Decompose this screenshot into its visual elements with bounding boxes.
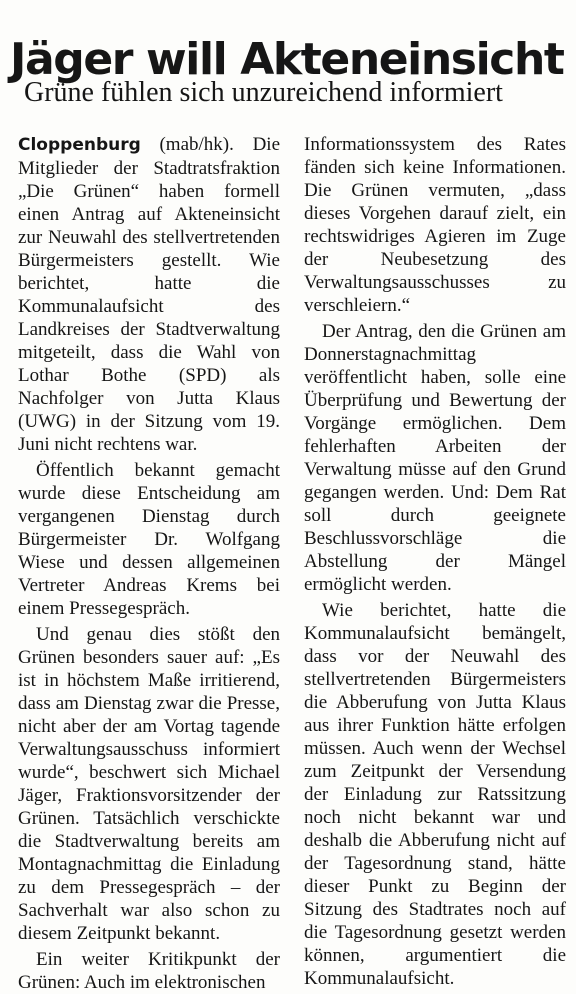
headline: Jäger will Akteneinsicht xyxy=(10,34,564,86)
paragraph-3: Und genau dies stößt den Grünen besonders sauer auf: „Es ist in höchstem Maße irritierend, dass am Dienstag zwar die Presse, nicht aber der am Vortag tagende Verwaltungsausschuss informiert wurde“, beschwert sich Michael Jäger, Fraktionsvorsitzender der Grünen. Tatsächlich verschickte die Stadtverwaltung bereits am Montagnachmittag die Einladung zu dem Pressegespräch – der Sachverhalt war also schon zu diesem Zeitpunkt bekannt. xyxy=(18,624,280,944)
article-column-left xyxy=(18,133,280,994)
paragraph-6: Der Antrag, den die Grünen am Donnerstagnachmittag veröffentlicht haben, solle eine Überprüfung und Bewertung der Vorgänge ermöglichen. Dem fehlerhaften Arbeiten der Verwaltung müsse auf den Grund gegangen werden. Und: Dem Rat soll durch geeignete Beschlussvorschläge die Abstellung der Mängel ermöglicht werden. xyxy=(304,321,566,595)
paragraph-5: Informationssystem des Rates fänden sich keine Informationen. Die Grünen vermuten, „dass dieses Vorgehen darauf zielt, ein rechtswidriges Agieren im Zuge der Neubesetzung des Verwaltungsausschusses zu verschleiern.“ xyxy=(304,134,566,316)
paragraph-2: Öffentlich bekannt gemacht wurde diese Entscheidung am vergangenen Dienstag durch Bürgermeister Dr. Wolfgang Wiese und dessen allgemeinen Vertreter Andreas Krems bei einem Pressegespräch. xyxy=(18,460,280,619)
dateline: Cloppenburg xyxy=(18,135,141,155)
paragraph-1 xyxy=(18,133,280,456)
paragraph-7: Wie berichtet, hatte die Kommunalaufsicht bemängelt, dass vor der Neuwahl des stellvertretenden Bürgermeisters die Abberufung von Jutta Klaus aus ihrer Funktion hätte erfolgen müssen. Auch wenn der Wechsel zum Zeitpunkt der Versendung der Einladung zur Ratssitzung noch nicht bekannt war und deshalb die Abberufung nicht auf der Tagesordnung stand, hätte dieser Punkt zu Beginn der Sitzung des Stadtrates noch auf die Tagesordnung gesetzt werden können, argumentiert die Kommunalaufsicht. xyxy=(304,600,566,989)
paragraph-4: Ein weiter Kritikpunkt der Grünen: Auch im elektronischen xyxy=(18,949,280,993)
subheadline: Grüne fühlen sich unzureichend informiert xyxy=(24,77,503,108)
article-column-right xyxy=(304,133,566,990)
paragraph-1-text: (mab/hk). Die Mitglieder der Stadtratsfraktion „Die Grünen“ haben formell einen Antrag auf Akteneinsicht zur Neuwahl des stellvertretenden Bürgermeisters gestellt. Wie berichtet, hatte die Kommunalaufsicht des Landkreises der Stadtverwaltung mitgeteilt, dass die Wahl von Lothar Bothe (SPD) als Nachfolger von Jutta Klaus (UWG) in der Sitzung vom 19. Juni nicht rechtens war. xyxy=(18,134,281,455)
